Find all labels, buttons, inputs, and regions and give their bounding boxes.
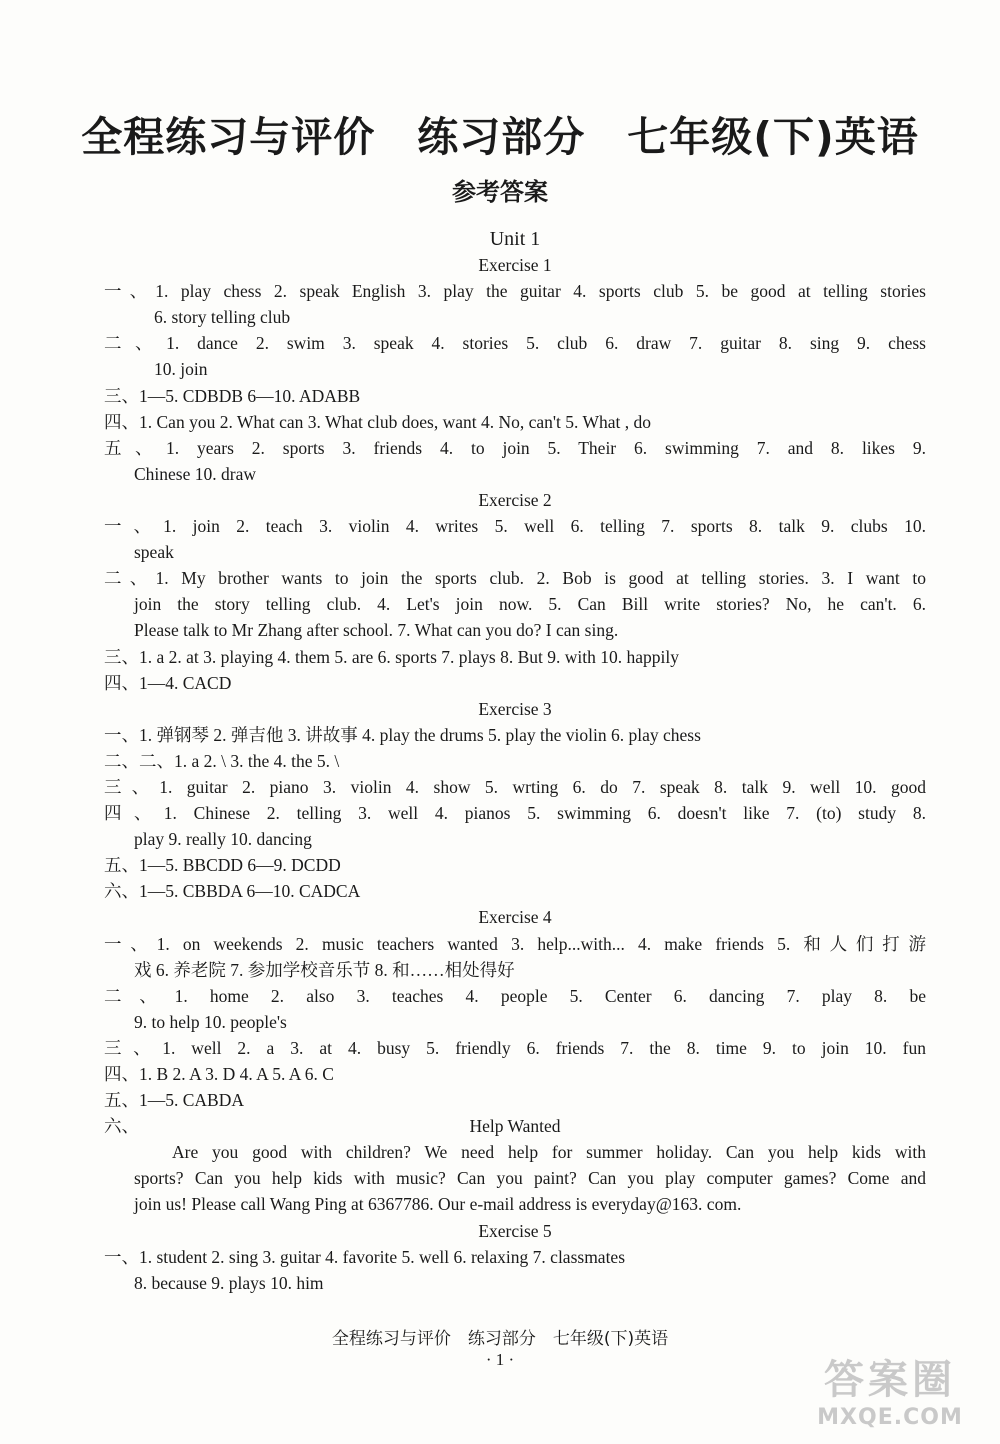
answer-content [104, 226, 926, 1296]
passage-title: Help Wanted [469, 1116, 561, 1137]
unit-heading: Unit 1 [489, 228, 541, 250]
answer-line: 二、二、1. a 2. \ 3. the 4. the 5. \ [104, 750, 340, 771]
answer-line: 二、1. My brother wants to join the sports club. 2. Bob is good at telling stories. 3. I want to [104, 568, 926, 589]
answer-line: 一、1. join 2. teach 3. violin 4. writes 5. well 6. telling 7. sports 8. talk 9. clubs 10. [104, 516, 926, 537]
answer-line: 一、1. on weekends 2. music teachers wanted 3. help...with... 4. make friends 5. 和人们打游 [104, 933, 926, 954]
answer-line: 五、1—5. BBCDD 6—9. DCDD [104, 855, 341, 876]
page-number: · 1 · [485, 1350, 515, 1369]
answer-line: 一、1. 弹钢琴 2. 弹吉他 3. 讲故事 4. play the drums 5. play the violin 6. play chess [104, 724, 701, 745]
footer-title: 全程练习与评价 练习部分 七年级(下)英语 [331, 1329, 669, 1349]
answer-line: Please talk to Mr Zhang after school. 7. What can you do? I can sing. [134, 620, 619, 641]
answer-line: 二、1. dance 2. swim 3. speak 4. stories 5. club 6. draw 7. guitar 8. sing 9. chess [104, 333, 926, 354]
passage-line: join us! Please call Wang Ping at 6367786. Our e-mail address is everyday@163. com. [134, 1194, 742, 1215]
passage-line: sports? Can you help kids with music? Can you paint? Can you play computer games? Come and [134, 1168, 926, 1189]
answer-line: 三、1. a 2. at 3. playing 4. them 5. are 6. sports 7. plays 8. But 9. with 10. happily [104, 646, 680, 667]
answer-line: speak [134, 542, 174, 563]
answer-line: play 9. really 10. dancing [134, 829, 312, 850]
watermark-url: MXQE.COM [817, 1405, 963, 1430]
watermark-text: 答案圈 [824, 1357, 956, 1403]
answer-line: 一、1. play chess 2. speak English 3. play the guitar 4. sports club 5. be good at telling stories [104, 281, 926, 302]
answer-line: 三、1. guitar 2. piano 3. violin 4. show 5. wrting 6. do 7. speak 8. talk 9. well 10. good [104, 776, 926, 797]
answer-line: 一、1. student 2. sing 3. guitar 4. favorite 5. well 6. relaxing 7. classmates [104, 1246, 626, 1267]
answer-line: 四、1. Chinese 2. telling 3. well 4. pianos 5. swimming 6. doesn't like 7. (to) study 8. [104, 803, 926, 824]
answer-line: 六、1—5. CBBDA 6—10. CADCA [104, 881, 361, 902]
answer-line: 五、1—5. CABDA [104, 1090, 245, 1111]
passage-line: Are you good with children? We need help for summer holiday. Can you help kids with [172, 1142, 926, 1163]
answer-line: join the story telling club. 4. Let's join now. 5. Can Bill write stories? No, he can't. 6. [134, 594, 926, 615]
exercise-heading: Exercise 2 [478, 489, 552, 510]
answer-line: 四、1. B 2. A 3. D 4. A 5. A 6. C [104, 1064, 334, 1084]
answer-line: 五、1. years 2. sports 3. friends 4. to join 5. Their 6. swimming 7. and 8. likes 9. [104, 437, 926, 458]
exercise-heading: Exercise 1 [478, 255, 552, 276]
section-six-label: 六、 [104, 1116, 139, 1137]
answer-line: 6. story telling club [154, 307, 291, 328]
answer-line: Chinese 10. draw [134, 463, 256, 484]
answer-line: 9. to help 10. people's [134, 1011, 287, 1032]
answer-line: 三、1. well 2. a 3. at 4. busy 5. friendly 6. friends 7. the 8. time 9. to join 10. fun [104, 1037, 926, 1058]
answer-line: 四、1. Can you 2. What can 3. What club does, want 4. No, can't 5. What , do [104, 411, 652, 432]
answer-line: 四、1—4. CACD [104, 672, 232, 693]
answer-line: 戏 6. 养老院 7. 参加学校音乐节 8. 和……相处得好 [134, 959, 515, 980]
exercise-heading: Exercise 3 [478, 698, 552, 719]
page-title: 全程练习与评价 练习部分 七年级(下)英语 [81, 113, 919, 161]
answer-line: 8. because 9. plays 10. him [134, 1272, 324, 1293]
watermark-logo [800, 1355, 980, 1440]
section-six-row [104, 1113, 926, 1139]
page-subtitle: 参考答案 [452, 178, 548, 206]
answer-line: 二、1. home 2. also 3. teaches 4. people 5. Center 6. dancing 7. play 8. be [104, 985, 926, 1006]
answer-line: 三、1—5. CDBDB 6—10. ADABB [104, 385, 361, 406]
exercise-heading: Exercise 4 [478, 907, 552, 928]
exercise-heading: Exercise 5 [478, 1220, 552, 1241]
answer-line: 10. join [154, 359, 208, 380]
